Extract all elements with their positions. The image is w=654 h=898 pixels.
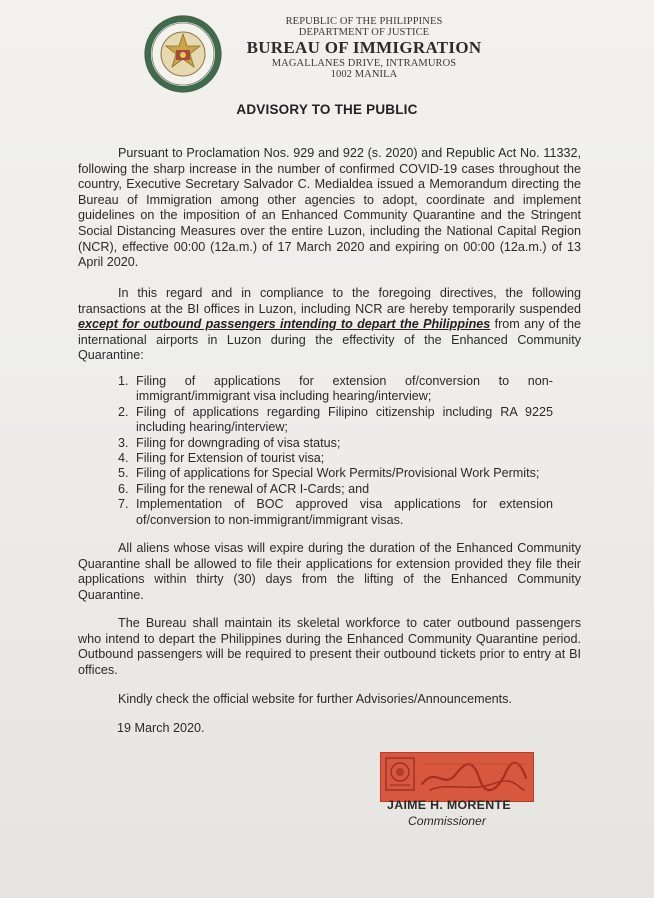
paragraph-2-tail: from any of the international airports in Luzon during the effectivity of the Enhanced Community Quarantine: xyxy=(78,317,581,363)
list-item-number: 3. xyxy=(118,435,129,450)
list-item-number: 6. xyxy=(118,481,129,496)
list-item xyxy=(118,436,553,451)
signatory-title: Commissioner xyxy=(408,814,486,828)
paragraph-2-emphasis: except for outbound passengers intending to depart the Philippines xyxy=(78,317,491,332)
signatory-name: JAIME H. MORENTE xyxy=(387,798,511,812)
list-item-number: 5. xyxy=(118,466,129,481)
list-item-number: 4. xyxy=(118,451,129,466)
department-line: DEPARTMENT OF JUSTICE xyxy=(298,27,430,38)
list-item-text: Filing of applications for extension of/conversion to non-immigrant/immigrant visa including hearing/interview; xyxy=(136,374,553,404)
list-item-text: Implementation of BOC approved visa applications for extension of/conversion to non-immigrant/immigrant visas. xyxy=(136,497,553,527)
list-item-text: Filing of applications regarding Filipino citizenship including RA 9225 including hearing/interview; xyxy=(136,404,553,435)
paragraph-5: Kindly check the official website for further Advisories/Announcements. xyxy=(118,692,512,706)
bureau-name: BUREAU OF IMMIGRATION xyxy=(246,38,482,57)
letterhead-header xyxy=(0,0,654,100)
document-title: ADVISORY TO THE PUBLIC xyxy=(236,102,418,117)
list-item xyxy=(118,482,553,497)
list-item-number: 1. xyxy=(118,374,129,388)
list-item-text: Filing for downgrading of visa status; xyxy=(136,435,341,450)
paragraph-1: Pursuant to Proclamation Nos. 929 and 922 (s. 2020) and Republic Act No. 11332, following the sharp increase in the number of confirmed COVID-19 cases throughout the country, Executive Secretary Salvador C. Medialdea issued a Memorandum directing the Bureau of Immigration among other agencies to adopt, coordinate and implement guidelines on the imposition of an Enhanced Community Quarantine and the Stringent Social Distancing Measures over the entire Luzon, including the National Capital Region (NCR), effective 00:00 (12a.m.) of 17 March 2020 and expiring on 00:00 (12a.m.) of 13 April 2020. xyxy=(78,146,581,270)
stamp-seal-icon xyxy=(385,757,415,791)
suspended-transactions-list xyxy=(118,374,553,528)
handwritten-signature-icon xyxy=(418,756,530,798)
paragraph-2-lead: In this regard and in compliance to the foregoing directives, the following transactions at the BI offices in Luzon, including NCR are hereby temporarily suspended xyxy=(78,286,581,316)
letterhead-text xyxy=(226,16,502,80)
list-item xyxy=(118,497,553,528)
list-item xyxy=(118,466,553,481)
list-item xyxy=(118,451,553,466)
paragraph-3: All aliens whose visas will expire during the duration of the Enhanced Community Quarantine shall be allowed to file their applications for extension provided they file their applications within thirty (30) days from the lifting of the Enhanced Community Quarantine. xyxy=(78,541,581,602)
list-item-number: 2. xyxy=(118,404,129,419)
list-item-text: Filing of applications for Special Work Permits/Provisional Work Permits; xyxy=(136,466,540,481)
address-line-1: MAGALLANES DRIVE, INTRAMUROS xyxy=(271,58,457,69)
list-item-text: Filing for the renewal of ACR I-Cards; and xyxy=(136,481,370,496)
list-item xyxy=(118,405,553,436)
document-date: 19 March 2020. xyxy=(117,721,205,735)
paragraph-2 xyxy=(78,286,581,364)
list-item-text: Filing for Extension of tourist visa; xyxy=(136,451,325,466)
address-line-2: 1002 MANILA xyxy=(330,69,398,80)
paragraph-4: The Bureau shall maintain its skeletal workforce to cater outbound passengers who intend to depart the Philippines during the Enhanced Community Quarantine period. Outbound passengers will be required to present their outbound tickets prior to entry at BI offices. xyxy=(78,616,581,677)
list-item xyxy=(118,374,553,405)
republic-line: REPUBLIC OF THE PHILIPPINES xyxy=(285,16,443,27)
bureau-seal-icon xyxy=(143,14,223,94)
list-item-number: 7. xyxy=(118,497,129,512)
